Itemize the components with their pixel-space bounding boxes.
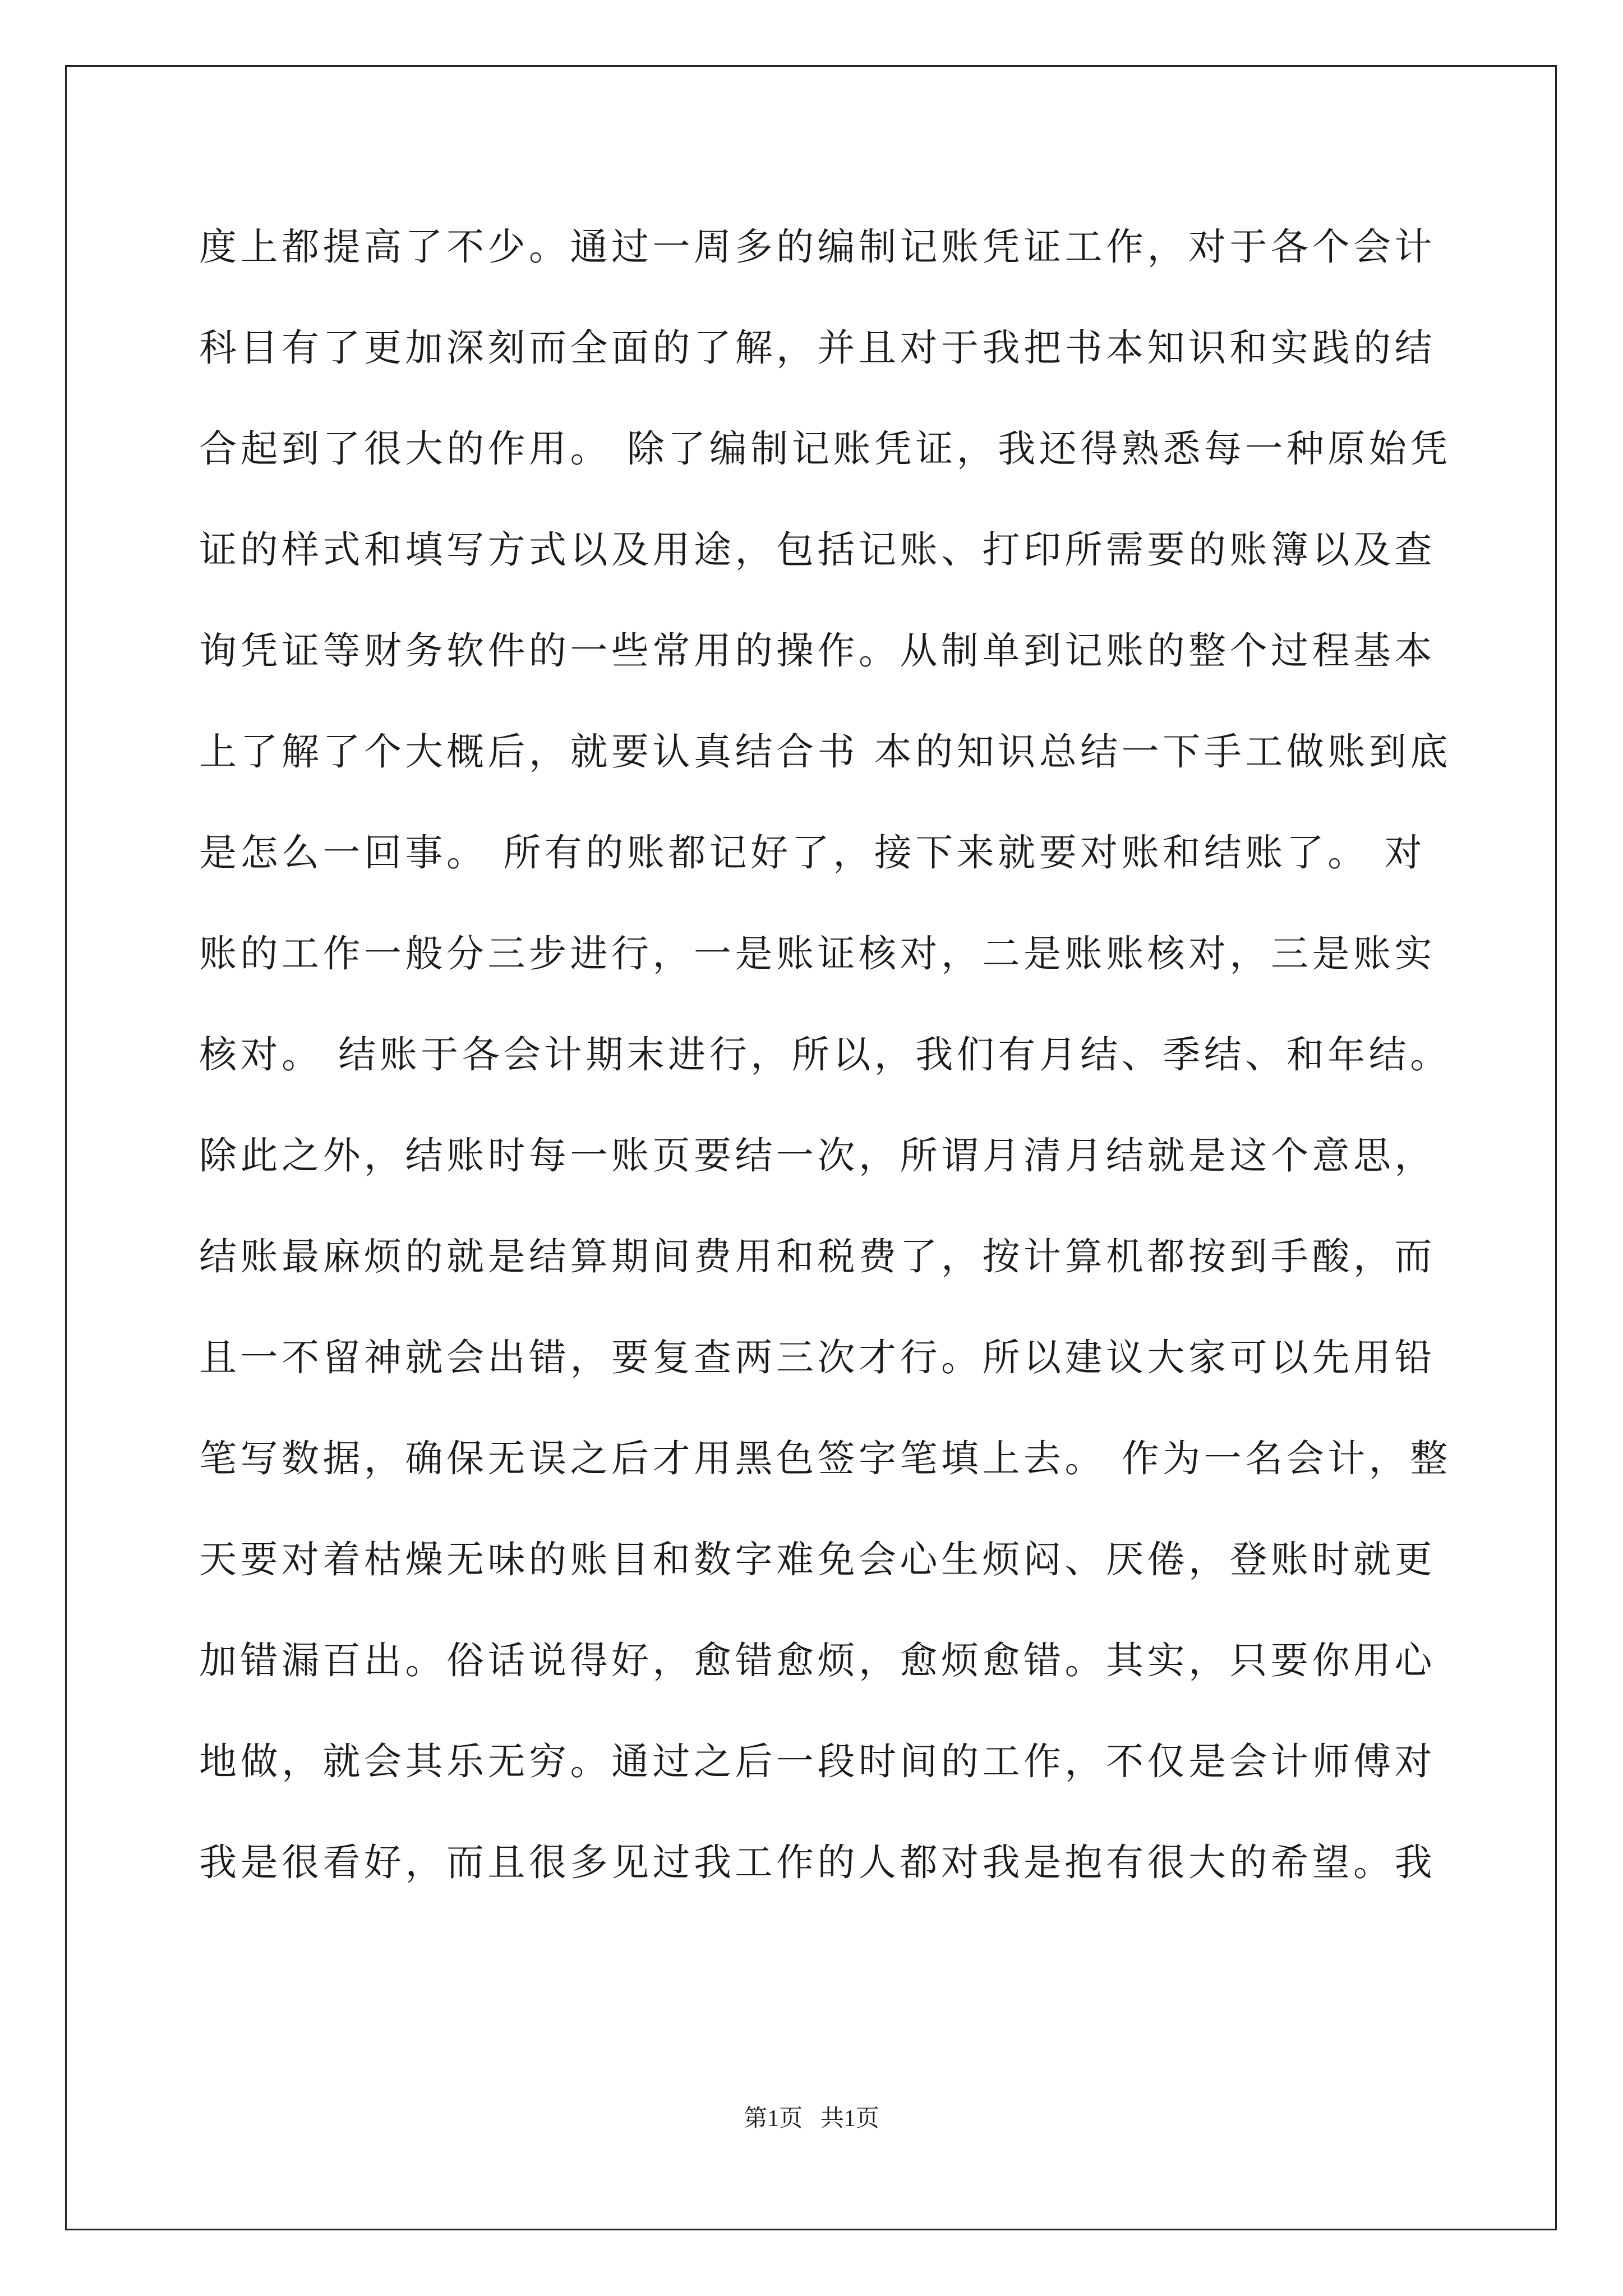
text-line: 天要对着枯燥无味的账目和数字难免会心生烦闷、厌倦，登账时就更 [199, 1538, 1436, 1581]
text-line: 地做，就会其乐无穷。通过之后一段时间的工作，不仅是会计师傅对 [199, 1740, 1436, 1783]
text-line: 证的样式和填写方式以及用途，包括记账、打印所需要的账簿以及查 [199, 528, 1436, 572]
text-line: 且一不留神就会出错，要复查两三次才行。所以建议大家可以先用铅 [199, 1336, 1436, 1379]
text-line: 核对。 结账于各会计期末进行，所以，我们有月结、季结、和年结。 [199, 1033, 1451, 1076]
text-line: 账的工作一般分三步进行，一是账证核对，二是账账核对，三是账实 [199, 932, 1436, 976]
text-line: 询凭证等财务软件的一些常用的操作。从制单到记账的整个过程基本 [199, 629, 1436, 673]
text-line: 度上都提高了不少。通过一周多的编制记账凭证工作，对于各个会计 [199, 225, 1436, 269]
text-line: 科目有了更加深刻而全面的了解，并且对于我把书本知识和实践的结 [199, 326, 1436, 370]
page-number-footer: 第1页 共1页 [744, 2106, 879, 2132]
text-line: 笔写数据，确保无误之后才用黑色签字笔填上去。 作为一名会计，整 [199, 1437, 1451, 1480]
text-line: 除此之外，结账时每一账页要结一次，所谓月清月结就是这个意思， [199, 1134, 1436, 1177]
text-line: 加错漏百出。俗话说得好，愈错愈烦，愈烦愈错。其实，只要你用心 [199, 1639, 1436, 1682]
body-text [199, 216, 1461, 1932]
text-line: 上了解了个大概后，就要认真结合书 本的知识总结一下手工做账到底 [199, 730, 1451, 774]
text-line: 是怎么一回事。 所有的账都记好了，接下来就要对账和结账了。 对 [199, 831, 1426, 875]
text-line: 合起到了很大的作用。 除了编制记账凭证，我还得熟悉每一种原始凭 [199, 427, 1451, 471]
text-line: 我是很看好，而且很多见过我工作的人都对我是抱有很大的希望。我 [199, 1841, 1436, 1884]
text-line: 结账最麻烦的就是结算期间费用和税费了，按计算机都按到手酸，而 [199, 1235, 1436, 1278]
